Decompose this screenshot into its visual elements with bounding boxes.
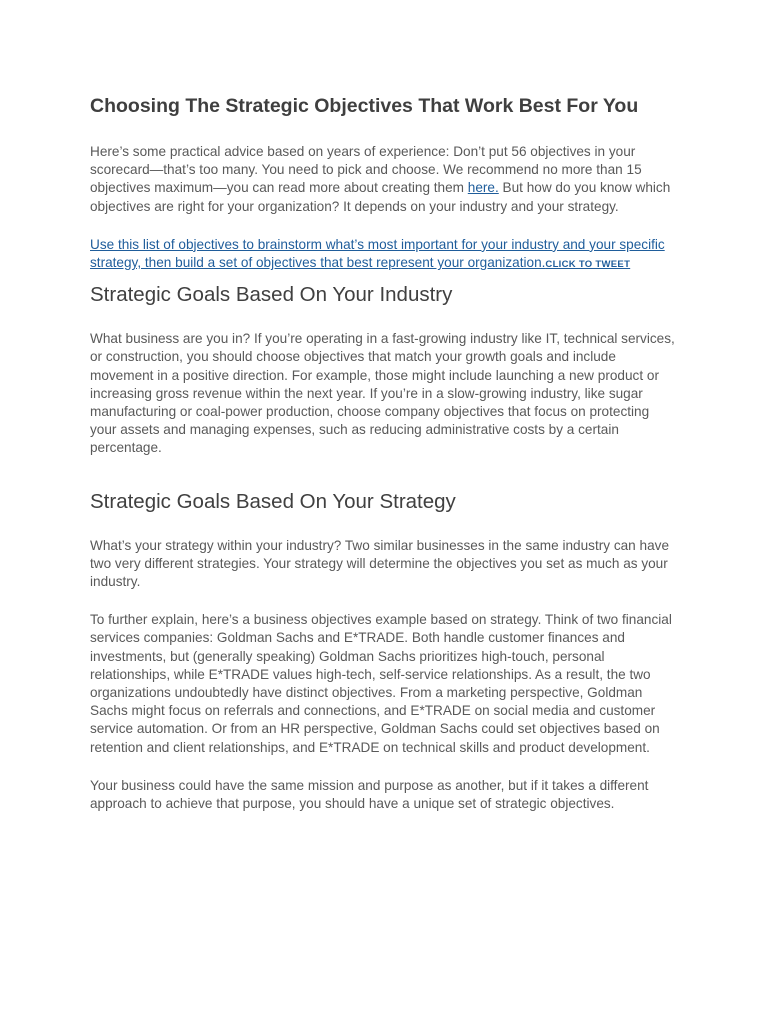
intro-paragraph xyxy=(90,143,678,216)
intro-text-before-link: Here’s some practical advice based on years of experience: Don’t put 56 objectives in your scorecard—that’s too many. You need to pick and choose. We recommend no more than 15 objectives maximum—you can read more about creating them xyxy=(90,144,642,196)
section-heading-industry: Strategic Goals Based On Your Industry xyxy=(90,283,453,307)
strategy-paragraph-2: To further explain, here’s a business objectives example based on strategy. Think of two financial services companies: Goldman Sachs and E*TRADE. Both handle customer finances and investments, but (generally speaking) Goldman Sachs prioritizes high-touch, personal relationships, while E*TRADE values high-tech, self-service relationships. As a result, the two organizations undoubtedly have distinct objectives. From a marketing perspective, Goldman Sachs might focus on referrals and connections, and E*TRADE on social media and customer service automation. Or from an HR perspective, Goldman Sachs could set objectives based on retention and client relationships, and E*TRADE on technical skills and product development. xyxy=(90,612,672,755)
click-to-tweet-box[interactable] xyxy=(90,236,678,274)
strategy-paragraph-1: What’s your strategy within your industry? Two similar businesses in the same industry can have two very different strategies. Your strategy will determine the objectives you set as much as your industry. xyxy=(90,537,670,590)
article-title: Choosing The Strategic Objectives That Work Best For You xyxy=(90,95,639,117)
industry-paragraph: What business are you in? If you’re operating in a fast-growing industry like IT, technical services, or construction, you should choose objectives that match your growth goals and include movement in a positive direction. For example, those might include launching a new product or increasing gross revenue within the next year. If you’re in a slow-growing industry, like sugar manufacturing or coal-power production, choose company objectives that focus on protecting your assets and managing expenses, such as reducing administrative costs by a certain percentage. xyxy=(90,331,675,456)
section-heading-strategy: Strategic Goals Based On Your Strategy xyxy=(90,489,456,513)
intro-text-after-link: But how do you know which objectives are right for your organization? It depends on your industry and your strategy. xyxy=(90,180,671,214)
here-link[interactable]: here. xyxy=(467,180,499,196)
tweet-quote-text[interactable]: Use this list of objectives to brainstorm what’s most important for your industry and your specific strategy, then build a set of objectives that best represent your organization. xyxy=(90,236,665,271)
click-to-tweet-link[interactable]: CLICK TO TWEET xyxy=(545,259,631,271)
strategy-paragraph-3: Your business could have the same mission and purpose as another, but if it takes a different approach to achieve that purpose, you should have a unique set of strategic objectives. xyxy=(90,777,649,812)
